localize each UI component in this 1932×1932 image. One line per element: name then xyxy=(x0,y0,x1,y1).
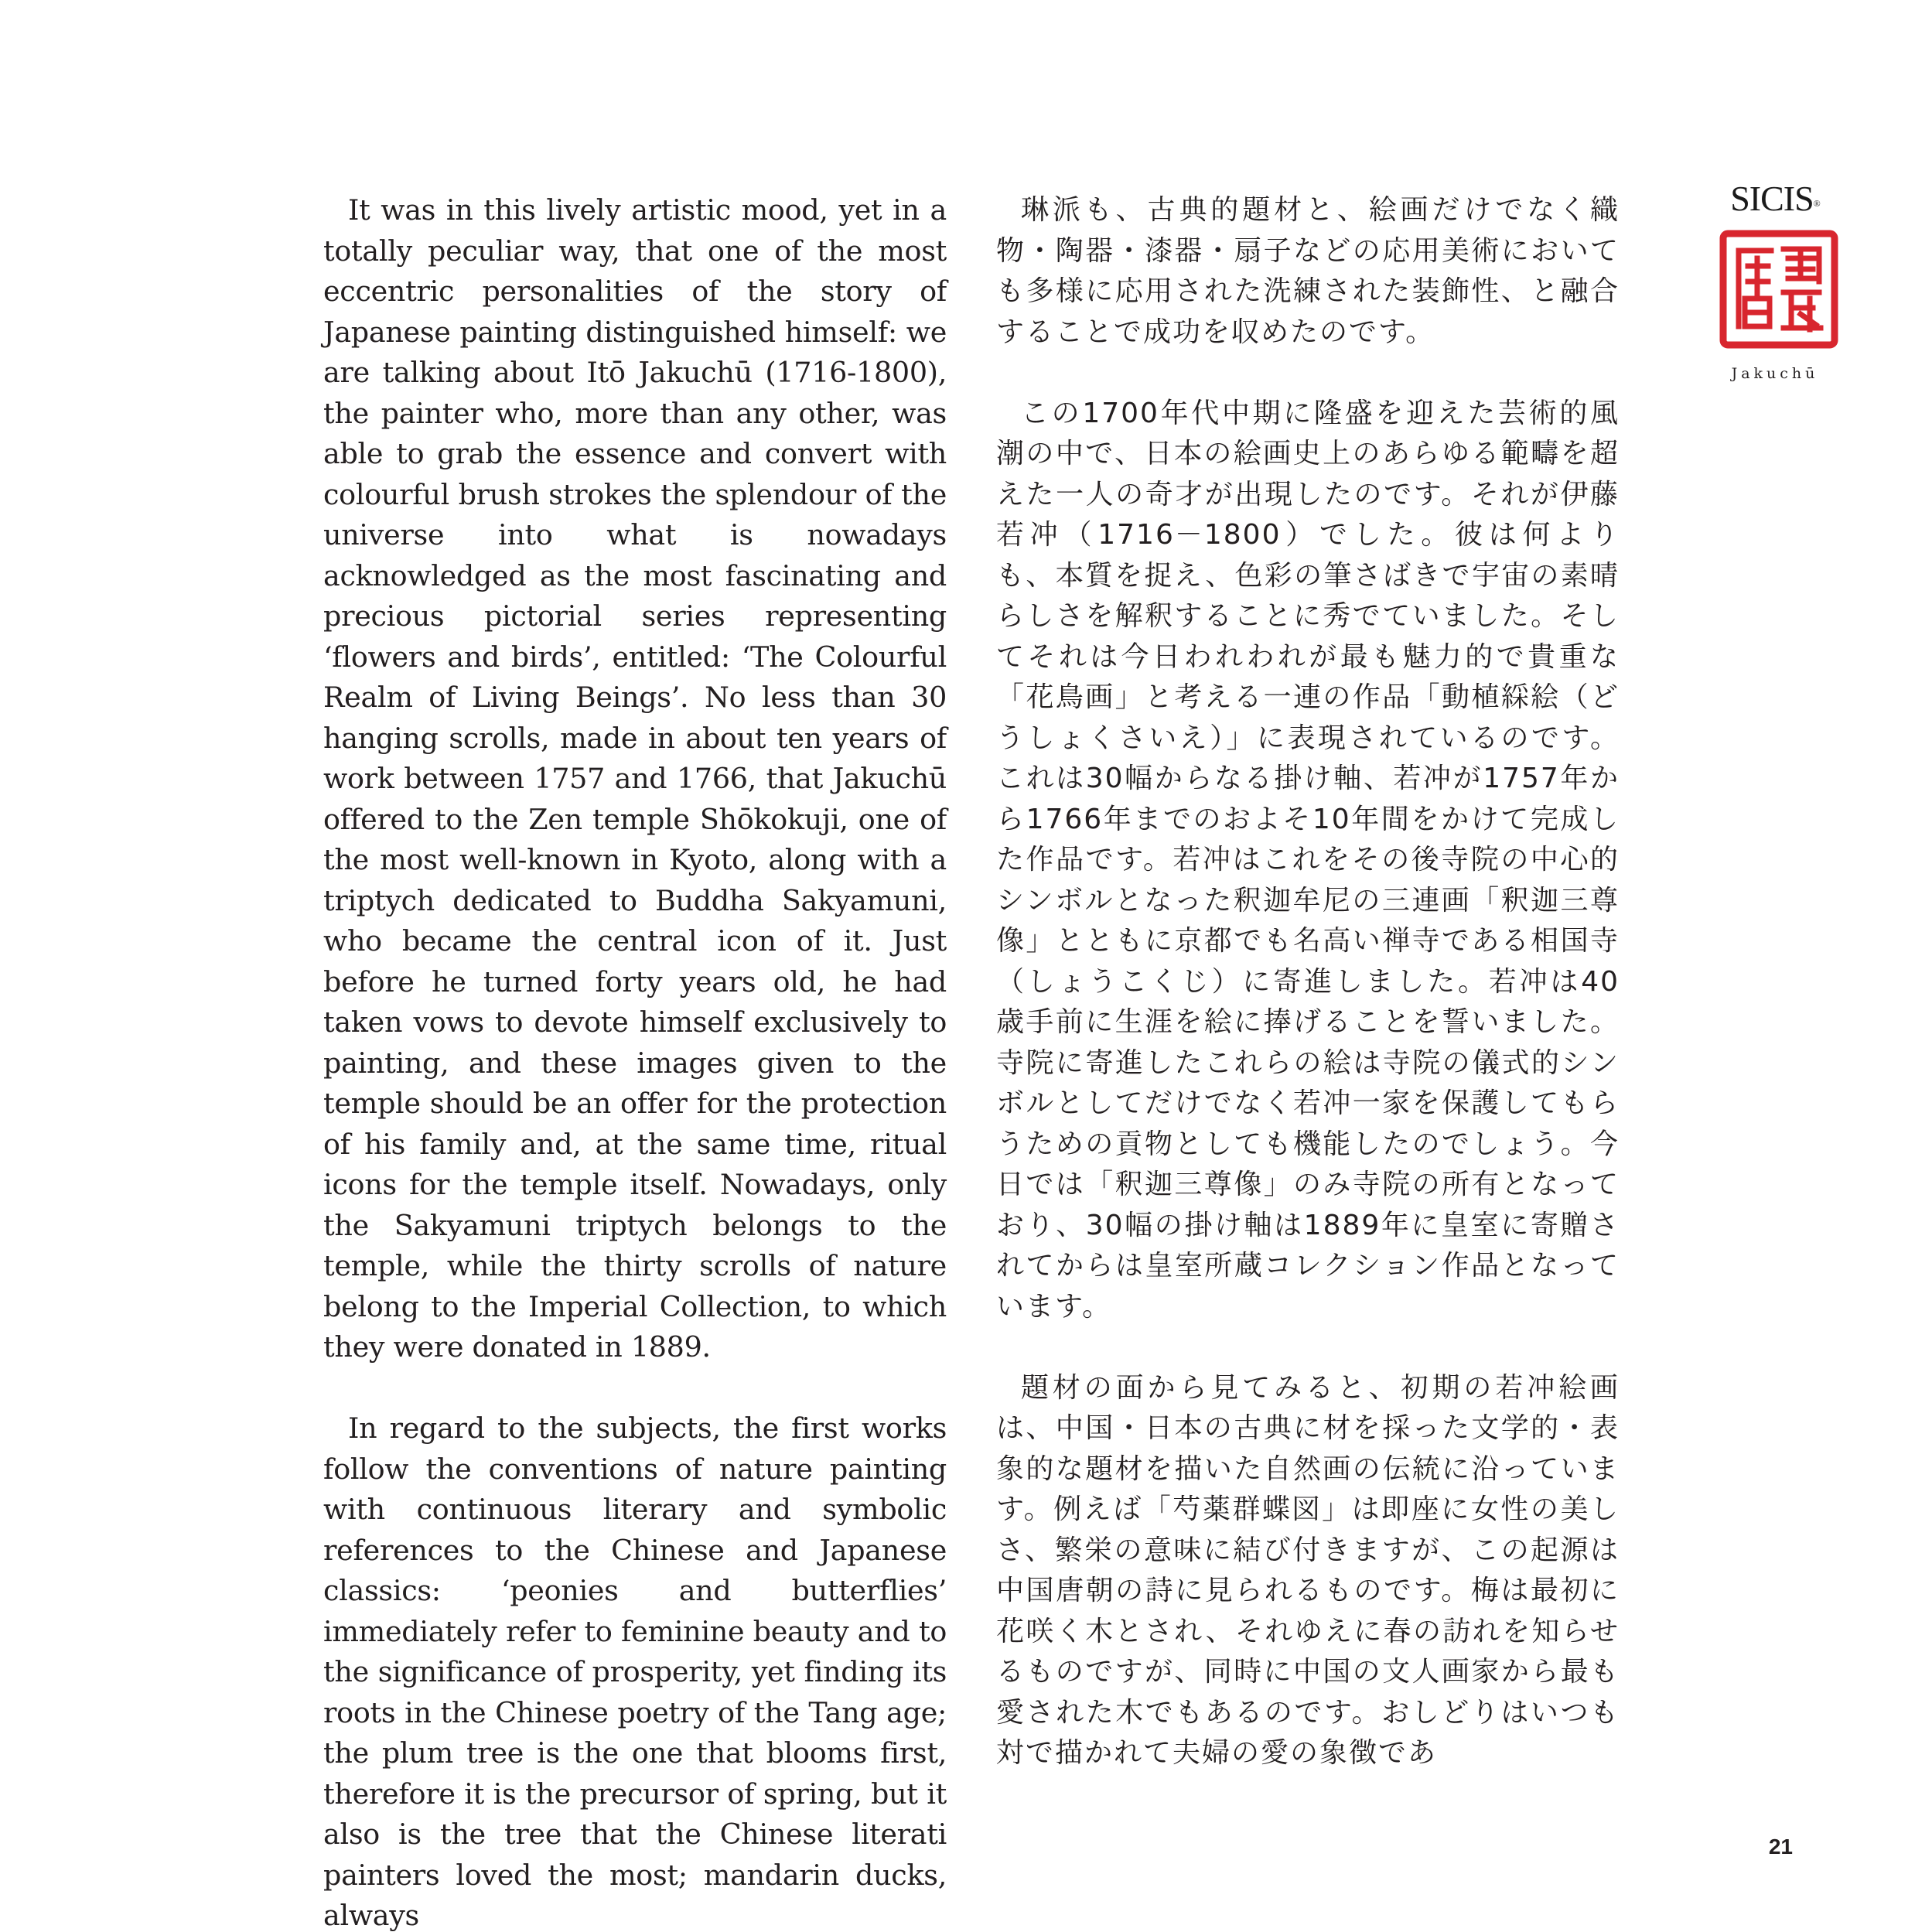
japanese-paragraph-2: この1700年代中期に隆盛を迎えた芸術的風潮の中で、日本の絵画史上のあらゆる範疇を超えた一人の奇才が出現したのです。それが伊藤若冲（1716－1800）でした。彼は何よりも、本質を捉え、色彩の筆さばきで宇宙の素晴らしさを解釈することに秀でていました。そしてそれは今日われわれが最も魅力的で貴重な「花鳥画」と考える一連の作品「動植綵絵（どうしょくさいえ）」に表現されているのです。これは30幅からなる掛け軸、若冲が1757年から1766年までのおよそ10年間をかけて完成した作品です。若冲はこれをその後寺院の中心的シンボルとなった釈迦牟尼の三連画「釈迦三尊像」とともに京都でも名高い禅寺である相国寺（しょうこくじ）に寄進しました。若冲は40歳手前に生涯を絵に捧げることを誓いました。寺院に寄進したこれらの絵は寺院の儀式的シンボルとしてだけでなく若冲一家を保護してもらうための貢物としても機能したのでしょう。今日では「釈迦三尊像」のみ寺院の所有となっており、30幅の掛け軸は1889年に皇室に寄贈されてからは皇室所蔵コレクション作品となっています。 xyxy=(996,397,1620,1323)
brand-name: SICIS xyxy=(1730,179,1814,218)
seal-subtitle: Jakuchū xyxy=(1731,365,1819,382)
page-number: 21 xyxy=(1768,1835,1793,1859)
brand-logo xyxy=(1717,179,1833,218)
seal-stamp-icon xyxy=(1717,227,1841,351)
japanese-paragraph-3: 題材の面から見てみると、初期の若冲絵画は、中国・日本の古典に材を採った文学的・表象的な題材を描いた自然画の伝統に沿っています。例えば「芍薬群蝶図」は即座に女性の美しさ、繁栄の意味に結び付きますが、この起源は中国唐朝の詩に見られるものです。梅は最初に花咲く木とされ、それゆえに春の訪れを知らせるものですが、同時に中国の文人画家から最も愛された木でもあるのです。おしどりはいつも対で描かれて夫婦の愛の象徴であ xyxy=(996,1371,1620,1769)
english-paragraph-2: In regard to the subjects, the first works follow the conventions of nature painting with continuous literary and symbolic references to the Chinese and Japanese classics: ‘peonies and butterflies’ immediately refer to feminine beauty and to the significance of prosperity, yet finding its roots in the Chinese poetry of the Tang age; the plum tree is the one that blooms first, therefore it is the precursor of spring, but it also is the tree that the Chinese literati painters loved the most; mandarin ducks, always xyxy=(323,1411,947,1932)
japanese-paragraph-1: 琳派も、古典的題材と、絵画だけでなく織物・陶器・漆器・扇子などの応用美術においても多様に応用された洗練された装飾性、と融合することで成功を収めたのです。 xyxy=(996,194,1620,348)
english-paragraph-1: It was in this lively artistic mood, yet in a totally peculiar way, that one of the most eccentric personalities of the story of Japanese painting distinguished himself: we are talking about Itō Jakuchū (1716-1800), the painter who, more than any other, was able to grab the essence and convert with colourful brush strokes the splendour of the universe into what is nowadays acknowledged as the most fascinating and precious pictorial series representing ‘flowers and birds’, entitled: ‘The Colourful Realm of Living Beings’. No less than 30 hanging scrolls, made in about ten years of work between 1757 and 1766, that Jakuchū offered to the Zen temple Shōkokuji, one of the most well-known in Kyoto, along with a triptych dedicated to Buddha Sakyamuni, who became the central icon of it. Just before he turned forty years old, he had taken vows to devote himself exclusively to painting, and these images given to the temple should be an offer for the protection of his family and, at the same time, ritual icons for the temple itself. Nowadays, only the Sakyamuni triptych belongs to the temple, while the thirty scrolls of nature belong to the Imperial Collection, to which they were donated in 1889. xyxy=(323,193,947,1364)
japanese-text-column xyxy=(996,190,1620,1814)
registered-mark: ® xyxy=(1813,198,1820,209)
english-text-column xyxy=(323,190,947,1932)
brand-block xyxy=(1717,179,1833,382)
